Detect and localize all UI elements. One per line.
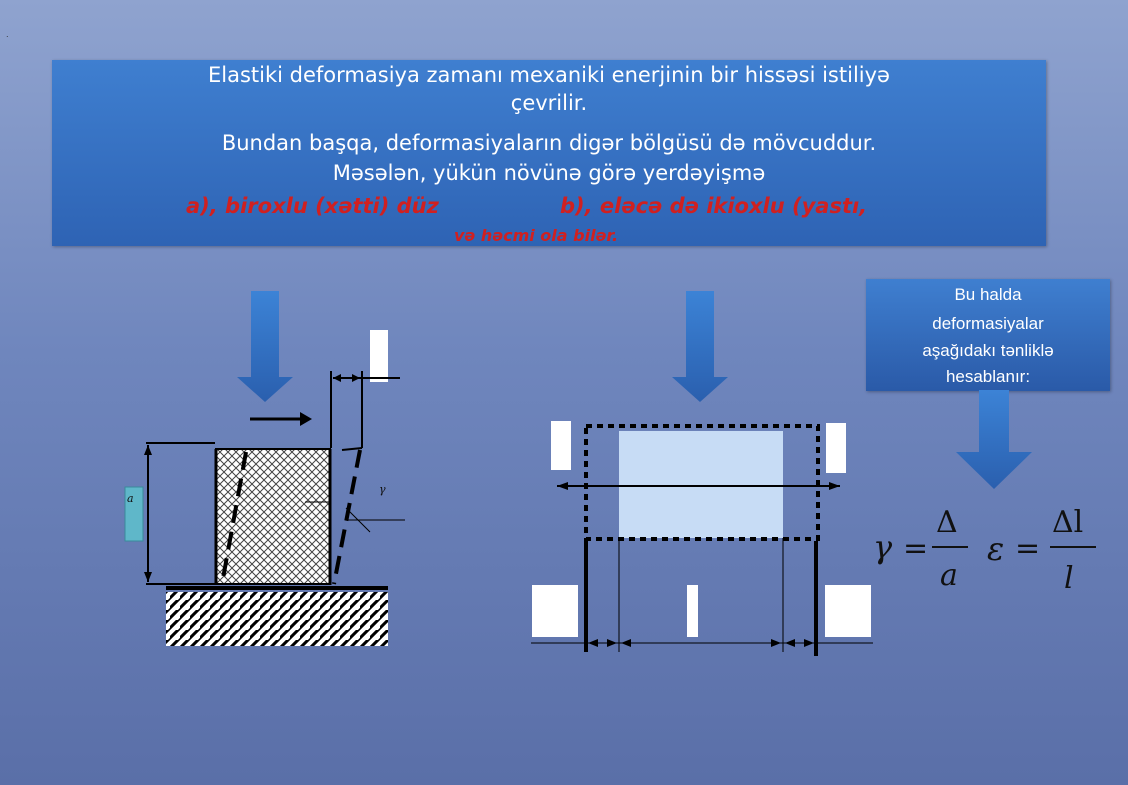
callout-line-4: hesablanır: bbox=[945, 367, 1031, 386]
formula-delta: Δ bbox=[936, 505, 958, 540]
top-marker-right bbox=[826, 423, 846, 473]
callout-arrow bbox=[956, 390, 1032, 489]
shear-strain-formula bbox=[873, 505, 968, 593]
formula-gamma: γ bbox=[873, 528, 893, 566]
page-mark: . bbox=[6, 30, 9, 39]
label-a: a bbox=[127, 492, 134, 505]
height-dimension bbox=[144, 443, 215, 584]
option-a-text: a), biroxlu (xətti) düz bbox=[186, 194, 439, 218]
axial-block bbox=[619, 431, 783, 538]
callout-line-2: deformasiyalar bbox=[932, 314, 1044, 333]
option-b-text: b), eləcə də ikioxlu (yastı, bbox=[560, 194, 868, 218]
option-c-text: və həcmi ola bilər. bbox=[454, 226, 619, 245]
shear-force-arrow bbox=[250, 412, 312, 426]
formula-eq-2: = bbox=[1015, 531, 1041, 566]
delta-dimension bbox=[331, 371, 400, 450]
callout-line-3: aşağıdakı tənliklə bbox=[922, 341, 1054, 360]
formula-delta-l: Δl bbox=[1052, 505, 1084, 540]
formula-l: l bbox=[1064, 561, 1074, 596]
axial-strain-formula bbox=[987, 505, 1096, 596]
bottom-marker-center bbox=[687, 585, 698, 637]
formula-a: a bbox=[940, 558, 958, 593]
bottom-marker-right bbox=[825, 585, 871, 637]
label-gamma: γ bbox=[379, 483, 386, 496]
offset-gap-marker-left bbox=[370, 330, 388, 382]
ground-hatch bbox=[166, 592, 388, 646]
callout-line-1: Bu halda bbox=[954, 285, 1022, 304]
formula-epsilon: ε bbox=[987, 530, 1005, 568]
deformed-edge-right bbox=[334, 450, 360, 584]
header-line-1: Elastiki deformasiya zamanı mexaniki enerjinin bir hissəsi istiliyə bbox=[208, 63, 890, 87]
bottom-dimension bbox=[531, 639, 873, 647]
header-line-3: Bundan başqa, deformasiyaların digər bölgüsü də mövcuddur. bbox=[221, 131, 877, 155]
load-arrow-left bbox=[237, 291, 293, 402]
header-line-2: çevrilir. bbox=[510, 91, 588, 115]
header-line-4: Məsələn, yükün növünə görə yerdəyişmə bbox=[332, 161, 766, 185]
top-marker-left bbox=[551, 421, 571, 470]
load-arrow-right bbox=[672, 291, 728, 402]
bottom-marker-left bbox=[532, 585, 578, 637]
formula-eq-1: = bbox=[903, 531, 929, 566]
